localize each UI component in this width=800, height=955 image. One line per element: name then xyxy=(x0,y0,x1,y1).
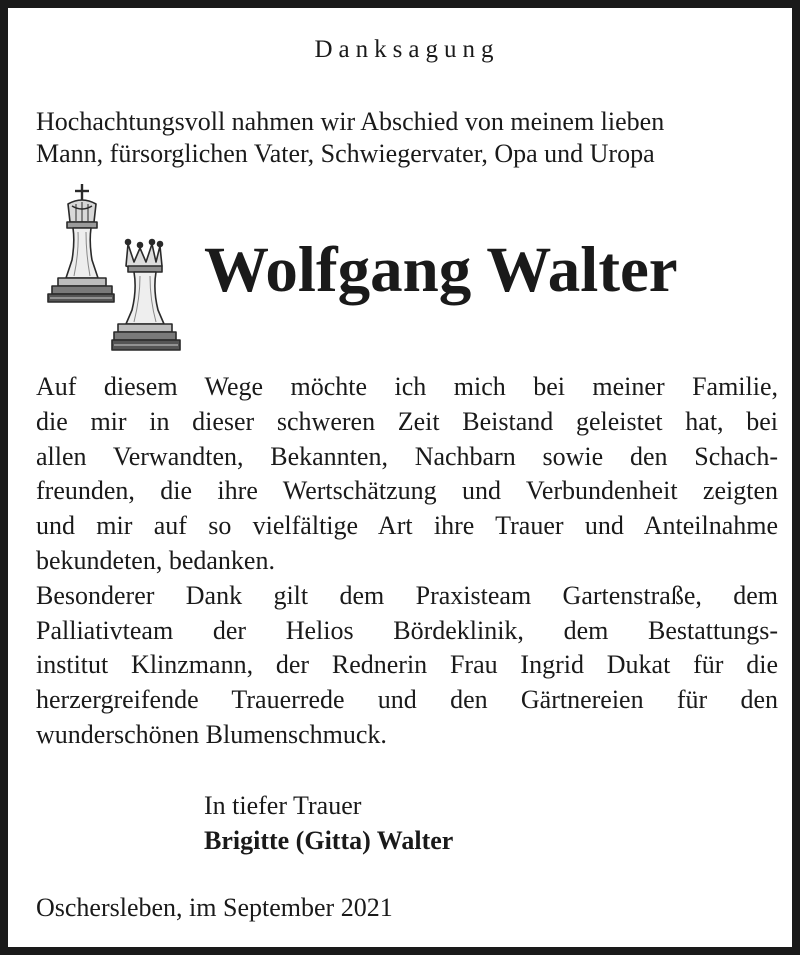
chess-queen-icon xyxy=(112,240,180,351)
body-line: institut Klinzmann, der Rednerin Frau Ingrid Dukat für die xyxy=(36,650,778,680)
body-line: Besonderer Dank gilt dem Praxisteam Gartenstraße, dem xyxy=(36,580,778,610)
body-line: herzergreifende Trauerrede und den Gärtnereien für den xyxy=(36,685,778,715)
body-line: bekundeten, bedanken. xyxy=(36,545,275,575)
body-line: freunden, die ihre Wertschätzung und Verbundenheit zeigten xyxy=(36,476,778,506)
deceased-name: Wolfgang Walter xyxy=(204,234,678,306)
body-line: die mir in dieser schweren Zeit Beistand geleistet hat, bei xyxy=(36,406,778,436)
intro-text xyxy=(36,106,768,170)
intro-line: Mann, fürsorglichen Vater, Schwiegervater, Opa und Uropa xyxy=(36,139,655,168)
intro-line: Hochachtungsvoll nahmen wir Abschied von meinem lieben xyxy=(36,107,665,136)
body-text xyxy=(36,370,778,753)
signoff xyxy=(204,788,453,858)
chess-king-icon xyxy=(48,184,114,302)
body-line: allen Verwandten, Bekannten, Nachbarn sowie den Schach- xyxy=(36,441,778,471)
signer-name: Brigitte (Gitta) Walter xyxy=(204,826,454,855)
place-date: Oschersleben, im September 2021 xyxy=(36,893,393,922)
body-line: Auf diesem Wege möchte ich mich bei meiner Familie, xyxy=(36,372,778,401)
chess-pieces-illustration xyxy=(42,182,182,354)
body-line: wunderschönen Blumenschmuck. xyxy=(36,719,387,749)
heading: Danksagung xyxy=(314,36,500,63)
body-line: Palliativteam der Helios Bördeklinik, dem Bestattungs- xyxy=(36,615,778,645)
body-line: und mir auf so vielfältige Art ihre Trauer und Anteilnahme xyxy=(36,511,778,541)
signoff-phrase: In tiefer Trauer xyxy=(204,791,362,820)
